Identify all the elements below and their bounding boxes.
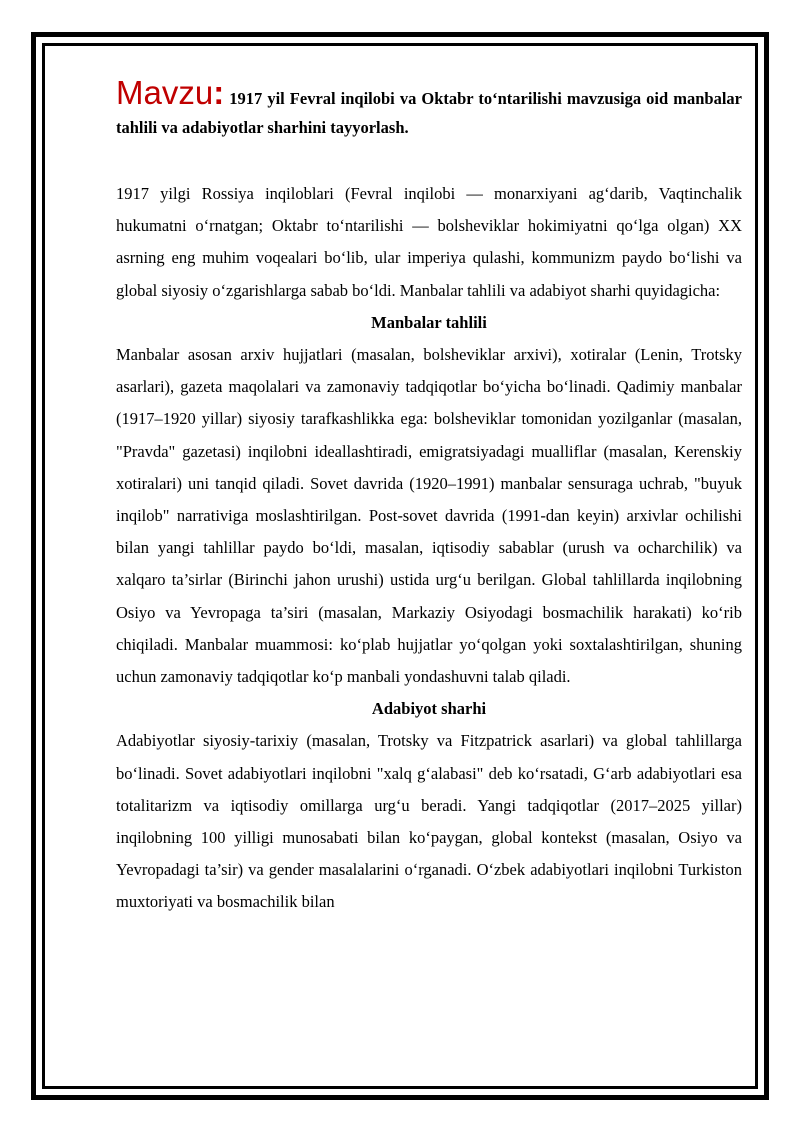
document-title [116,74,742,142]
title-prefix: Mavzu [116,74,214,111]
document-body [116,74,742,919]
section-heading-sources: Manbalar tahlili [371,312,487,332]
section-text-sources: Manbalar asosan arxiv hujjatlari (masalan, bolsheviklar arxivi), xotiralar (Lenin, Trotsky asarlari), gazeta maqolalari va zamonaviy tadqiqotlar bo‘yicha bo‘linadi. Qadimiy manbalar (1917–1920 yillar) siyosiy tarafkashlikka ega: bolsheviklar tomonidan yozilganlar (masalan, "Pravda" gazetasi) inqilobni ideallashtiradi, emigratsiyadagi mualliflar (masalan, Kerenskiy xotiralari) uni tanqid qiladi. Sovet davrida (1920–1991) manbalar sensuraga uchrab, "buyuk inqilob" narrativiga moslashtirilgan. Post-sovet davrida (1991-dan keyin) arxivlar ochilishi bilan yangi tahlillar paydo bo‘ldi, masalan, iqtisodiy sabablar (urush va ocharchilik) va xalqaro ta’sirlar (Birinchi jahon urushi) ustida urg‘u berilgan. Global tahlillarda inqilobning Osiyo va Yevropaga ta’siri (masalan, Markaziy Osiyodagi bosmachilik harakati) ko‘rib chiqiladi. Manbalar muammosi: ko‘plab hujjatlar yo‘qolgan yoki soxtalashtirilgan, shuning uchun zamonaviy tadqiqotlar ko‘p manbali yondashuvni talab qiladi. [116,345,742,687]
title-colon: : [213,74,225,111]
section-text-literature: Adabiyotlar siyosiy-tarixiy (masalan, Trotsky va Fitzpatrick asarlari) va global tahlillarga bo‘linadi. Sovet adabiyotlari inqilobni "xalq g‘alabasi" deb ko‘rsatadi, G‘arb adabiyotlari esa totalitarizm va iqtisodiy omillarga urg‘u beradi. Yangi tadqiqotlar (2017–2025 yillar) inqilobning 100 yilligi munosabati bilan ko‘paygan, global kontekst (masalan, Osiyo va Yevropadagi ta’sir) va gender masalalarini o‘rganadi. O‘zbek adabiyotlari inqilobni Turkiston muxtoriyati va bosmachilik bilan [116,731,742,912]
intro-paragraph: 1917 yilgi Rossiya inqiloblari (Fevral inqilobi — monarxiyani ag‘darib, Vaqtinchalik hukumatni o‘rnatgan; Oktabr to‘ntarilishi — bolsheviklar hokimiyatni qo‘lga olgan) XX asrning eng muhim voqealari bo‘lib, ular imperiya qulashi, kommunizm paydo bo‘lishi va global siyosiy o‘zgarishlarga sabab bo‘ldi. Manbalar tahlili va adabiyot sharhi quyidagicha: [116,184,742,300]
section-heading-literature: Adabiyot sharhi [371,699,487,719]
title-text: 1917 yil Fevral inqilobi va Oktabr to‘ntarilishi mavzusiga oid manbalar tahlili va adabiyotlar sharhini tayyorlash. [116,89,742,137]
